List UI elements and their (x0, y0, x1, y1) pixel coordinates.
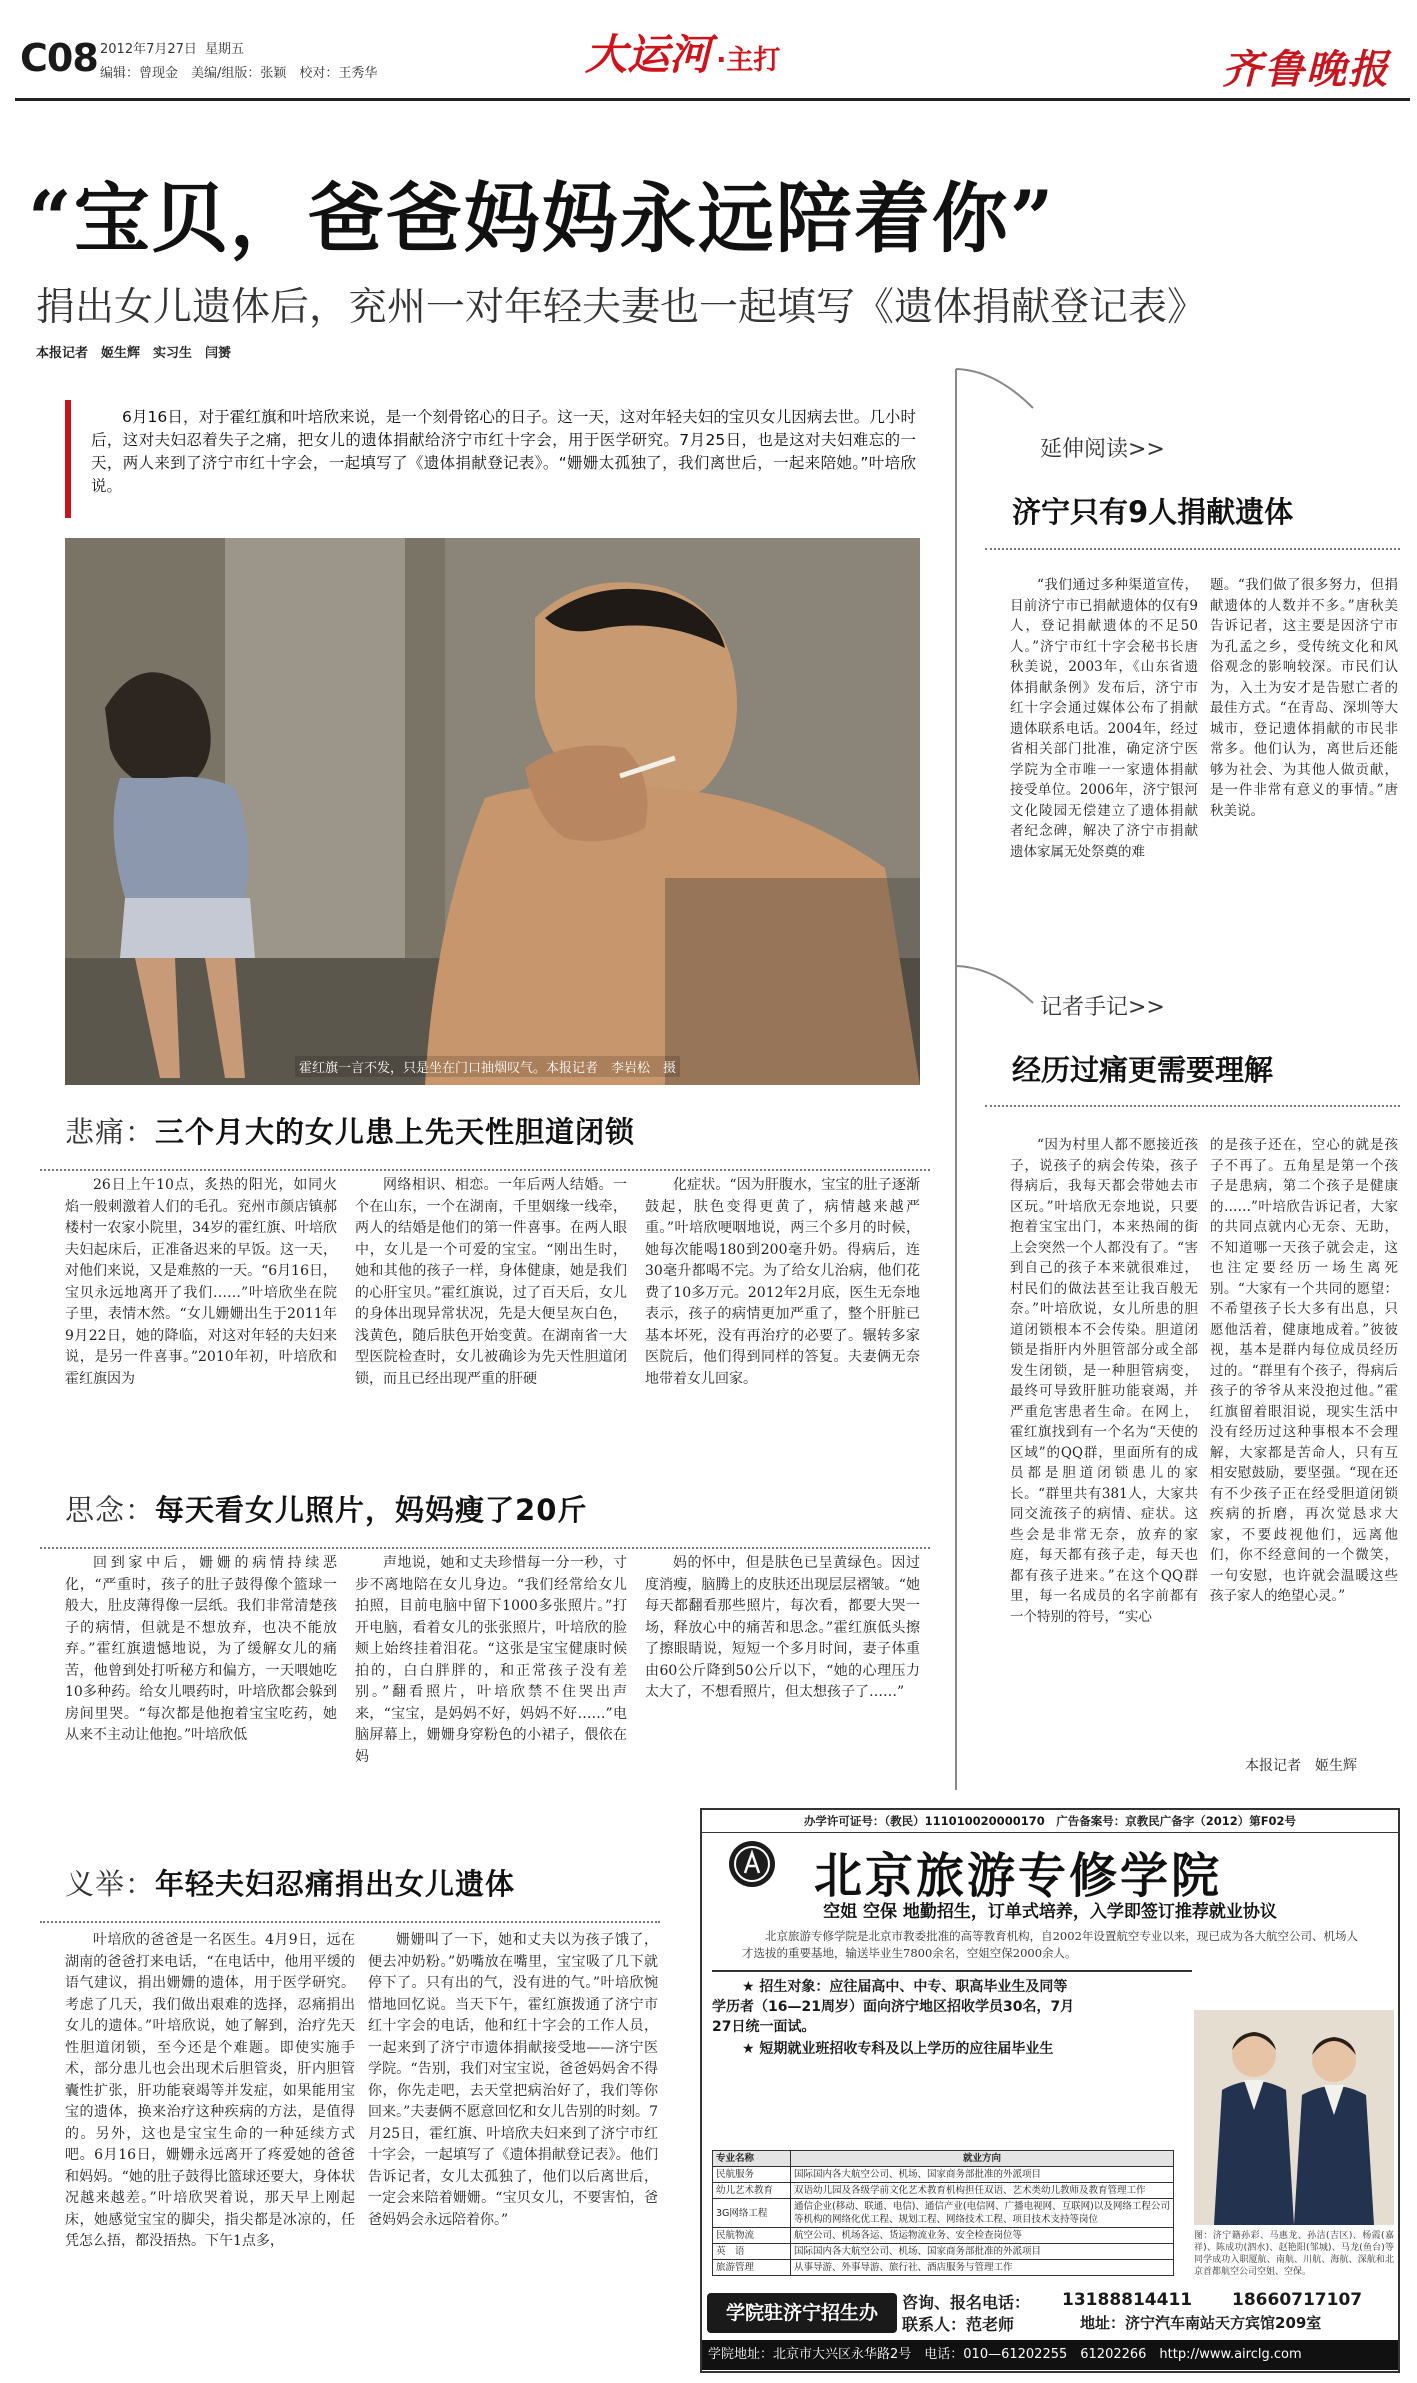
table-cell: 旅游管理 (713, 2260, 791, 2276)
section-heading: 三个月大的女儿患上先天性胆道闭锁 (155, 1115, 636, 1149)
sidebar-reading-title: 济宁只有9人捐献遗体 (1012, 495, 1294, 529)
table-row (713, 2183, 1174, 2199)
section-missing-col3: 妈的怀中，但是肤色已呈黄绿色。因过度消瘦，脑腾上的皮肤还出现层层褶皱。“她每天都翻看那些照片，每次看，都要大哭一场，释放心中的痛苦和思念。”霍红旗低头擦了擦眼睛说，短短一个多月时间，妻子体重由60公斤降到50公斤以下，“她的心理压力太大了，不想看照片，但太想孩子了……” (645, 1555, 920, 1700)
ad-enroll-box (712, 1970, 1192, 2058)
ad-block (700, 1808, 1400, 2373)
ad-header (702, 1833, 1398, 1904)
sidebar-notes-title: 经历过痛更需要理解 (1012, 1053, 1274, 1087)
table-header-row (713, 2151, 1174, 2167)
ad-table-wrap (712, 2150, 1174, 2276)
ad-contact-bar (702, 2288, 1400, 2373)
sidebar-reading-label: 延伸阅读>> (1040, 437, 1165, 462)
sidebar-notes-col2: 的是孩子还在，空心的就是孩子不再了。五角星是第一个孩子是患病，第二个孩子是健康的……”叶培欣告诉记者，大家的共同点就内心无奈、无助，不知道哪一天孩子就会走，这也注定要经历一场生离死别。“大家有一个共同的愿望：不希望孩子长大多有出息，只愿他活着，健康地成着。”彼彼视，基本是群内每位成员经历过的。“群里有个孩子，得病后孩子的爷爷从来没抱过他。”霍红旗留着眼泪说，现实生活中没有经历过这种事根本不会理解，大家都是苦命人，只有互相安慰鼓励，要坚强。“现在还有不少孩子正在经受胆道闭锁疾病的折磨，再次觉恳求大家，不要歧视他们，远离他们，你不经意间的一个微笑，一句安慰，也许就会温暖这些孩子家人的绝望心灵。” (1210, 1137, 1398, 1604)
section-title (40, 1488, 930, 1529)
table-cell: 3G网络工程 (713, 2199, 791, 2228)
table-header: 专业名称 (713, 2151, 791, 2167)
section-missing-col2: 声地说，她和丈夫珍惜每一分一秒，寸步不离地陪在女儿身边。“我们经常给女儿拍照，目前电脑中留下1000多张照片。”打开电脑，看着女儿的张张照片，叶培欣的脸颊上始终挂着泪花。“这张是宝宝健康时候拍的，白白胖胖的，和正常孩子没有差别。”翻看照片，叶培欣禁不住哭出声来，“宝宝，是妈妈不好，妈妈不好……”电脑屏幕上，姗姗身穿粉色的小裙子，偎依在妈 (355, 1555, 627, 1765)
sidebar-reading-col2: 题。“我们做了很多努力，但捐献遗体的人数并不多。”唐秋美告诉记者，这主要是因济宁市为孔孟之乡，受传统文化和风俗观念的影响较深。市民们认为，入土为安才是告慰亡者的最佳方式。“在青岛、深圳等大城市，登记遗体捐献的市民非常多。他们认为，离世后还能够为社会、为其他人做贡献，是一件非常有意义的事情。”唐秋美说。 (1210, 577, 1398, 819)
headline: “宝贝，爸爸妈妈永远陪着你” (28, 174, 1056, 263)
section-heading: 年轻夫妇忍痛捐出女儿遗体 (155, 1867, 516, 1901)
lead-text: 6月16日，对于霍红旗和叶培欣来说，是一个刻骨铭心的日子。这一天，这对年轻夫妇的宝贝女儿因病去世。几小时后，这对夫妇忍着失子之痛，把女儿的遗体捐献给济宁市红十字会，用于医学研究。7月25日，也是这对夫妇难忘的一天，两人来到了济宁市红十字会，一起填写了《遗体捐献登记表》。“姗姗太孤独了，我们离世后，一起来陪她。”叶培欣说。 (91, 408, 916, 495)
phone-number-2: 18660717107 (1232, 2290, 1363, 2310)
school-name: 北京旅游专修学院 (814, 1848, 1223, 1904)
table-cell: 幼儿艺术教育 (713, 2183, 791, 2199)
byline: 本报记者 姬生辉 实习生 闫赟 (36, 346, 232, 361)
ad-majors-table (712, 2150, 1174, 2276)
sidebar-corner-notes (955, 965, 1035, 1015)
ad-model-photo (1194, 2010, 1394, 2225)
section-brand (585, 22, 780, 82)
sidebar-reading-rule (985, 548, 1400, 550)
office-badge: 学院驻济宁招生办 (707, 2293, 897, 2333)
sidebar-divider (955, 370, 957, 1790)
section-grief-col3: 化症状。“因为肝腹水，宝宝的肚子逐渐鼓起，肤色变得更黄了，病情越来越严重。”叶培欣哽咽地说，两三个多月的时候，她每次能喝180到200毫升奶。得病后，连30毫升都喝不完。为了给女儿治病，他们花费了10多万元。2012年2月底，医生无奈地表示，孩子的病情更加严重了，整个肝脏已基本坏死，没有再治疗的必要了。辗转多家医院后，他们得到同样的答复。夫妻俩无奈地带着女儿回家。 (645, 1177, 920, 1387)
ad-enroll-line3: 27日统一面试。 (712, 2019, 816, 2035)
section-prefix: 义举： (65, 1867, 156, 1901)
table-cell: 国际国内各大航空公司、机场、国家商务部批准的外派项目 (791, 2244, 1174, 2260)
table-cell: 英 语 (713, 2244, 791, 2260)
sidebar-notes-rule (985, 1105, 1400, 1107)
editor-credits: 编辑：曾现金 美编/组版：张颖 校对：王秀华 (100, 66, 378, 81)
section-prefix: 思念： (65, 1493, 156, 1527)
section-donation (40, 1862, 690, 1923)
contact-label: 咨询、报名电话： (902, 2293, 1031, 2312)
section-grief (40, 1110, 930, 1171)
sidebar-notes-byline: 本报记者 姬生辉 (1245, 1758, 1357, 1774)
masthead (0, 0, 1417, 105)
table-row (713, 2244, 1174, 2260)
section-title (40, 1862, 690, 1903)
subheadline: 捐出女儿遗体后，兖州一对年轻夫妻也一起填写《遗体捐献登记表》 (36, 285, 1207, 330)
ad-photo-note: 图：济宁籍孙彩、马惠龙、孙洁(吉区)、杨霞(嘉祥)、陈成功(泗水)、赵艳阳(邹城)、马龙(鱼台)等同学成功入职厦航、南航、川航、海航、深航和北京首都航空公司空姐、空保。 (1194, 2231, 1394, 2277)
section-brand-name: 大运河 (585, 30, 712, 79)
ad-footer: 学院地址：北京市大兴区永华路2号 电话：010—61202255 61202266 http://www.airclg.com (702, 2340, 1400, 2370)
section-heading: 每天看女儿照片，妈妈瘦了20斤 (155, 1493, 588, 1527)
ad-enroll-line2: 学历者（16—21周岁）面向济宁地区招收学员30名，7月 (712, 1999, 1075, 2015)
photo-illustration (65, 538, 920, 1085)
contact-person: 联系人：范老师 (902, 2315, 1015, 2334)
section-rule (40, 1169, 930, 1171)
table-row (713, 2260, 1174, 2276)
lead-box (65, 400, 930, 518)
feature-photo (65, 538, 920, 1085)
section-rule (40, 1547, 930, 1549)
section-grief-col2: 网络相识、相恋。一年后两人结婚。一个在山东，一个在湖南，千里姻缘一线牵，两人的结婚是他们的第一件喜事。在两人眼中，女儿是一个可爱的宝宝。“刚出生时，她和其他的孩子一样，身体健康，她是我们的心肝宝贝。”霍红旗说，过了百天后，女儿的身体出现异常状况，先是大便呈灰白色，浅黄色，随后肤色开始变黄。在湖南省一大型医院检查时，女儿被确诊为先天性胆道闭锁，而且已经出现严重的肝硬 (355, 1177, 627, 1387)
table-cell: 航空公司、机场各运、货运物流业务、安全检查岗位等 (791, 2228, 1174, 2244)
issue-date: 2012年7月27日 (100, 42, 197, 57)
table-row (713, 2199, 1174, 2228)
table-cell: 从事导游、外事导游、旅行社、酒店服务与管理工作 (791, 2260, 1174, 2276)
sidebar-reading-col1: “我们通过多种渠道宣传，目前济宁市已捐献遗体的仅有9人，登记捐献遗体的不足50人。”济宁市红十字会秘书长唐秋美说，2003年，《山东省遗体捐献条例》发布后，济宁市红十字会通过媒体公布了捐献遗体联系电话。2004年，经过省相关部门批准，确定济宁医学院为全市唯一一家遗体捐献接受单位。2006年，济宁银河文化陵园无偿建立了遗体捐献者纪念碑，解决了济宁市捐献遗体家属无处祭奠的难 (1010, 577, 1198, 860)
ad-enroll-line1: ★ 招生对象：应往届高中、中专、职高毕业生及同等 (742, 1979, 1068, 1995)
local-address: 地址：济宁汽车南站天方宾馆209室 (1080, 2314, 1322, 2332)
table-cell: 通信企业(移动、联通、电信)、通信产业(电信网、广播电视网、互联网)以及网络工程公司等机构的网络化优工程、规划工程、网络技术工程、项目技术支持等岗位 (791, 2199, 1174, 2228)
issue-weekday: 星期五 (205, 42, 245, 57)
section-rule (40, 1921, 660, 1923)
school-emblem-icon (727, 1839, 777, 1889)
newspaper-logo: 齐鲁晚报 (1222, 46, 1390, 93)
ad-majors-line: 空姐 空保 地勤招生，订单式培养，入学即签订推荐就业协议 (823, 1902, 1277, 1922)
photo-caption: 霍红旗一言不发，只是坐在门口抽烟叹气。本报记者 李岩松 摄 (295, 1056, 680, 1077)
section-missing (40, 1488, 930, 1549)
section-donation-col2: 姗姗叫了一下，她和丈夫以为孩子饿了，便去冲奶粉。”奶嘴放在嘴里，宝宝吸了几下就停下了。只有出的气，没有进的气。”叶培欣惋惜地回忆说。当天下午，霍红旗拨通了济宁市红十字会的电话，他和红十字会的工作人员，一起来到了济宁市遗体捐献接受地——济宁医学院。“告别，我们对宝宝说，爸爸妈妈舍不得你，你先走吧，去天堂把病治好了，我们等你回来。”夫妻俩不愿意回忆和女儿告别的时刻。7月25日，霍红旗、叶培欣夫妇来到了济宁市红十字会，一起填写了《遗体捐献登记表》。他们告诉记者，女儿太孤独了，他们以后离世后，一定会来陪着姗姗。“宝贝女儿，不要害怕，爸爸妈妈会永远陪着你。” (368, 1932, 658, 2228)
section-donation-col1: 叶培欣的爸爸是一名医生。4月9日，远在湖南的爸爸打来电话，“在电话中，他用平缓的语气建议，捐出姗姗的遗体，用于医学研究。考虑了几天，我们做出艰难的选择，忍痛捐出女儿的遗体。”叶培欣说，她了解到，治疗先天性胆道闭锁，至今还是个难题。即使实施手术，部分患儿也会出现术后胆管炎，肝内胆管囊性扩张，肝功能衰竭等并发症，如果能用宝宝的遗体，换来治疗这种疾病的方法，是值得的。另外，这也是宝宝生命的一种延续方式吧。6月16日，姗姗永远离开了疼爱她的爸爸和妈妈。“她的肚子鼓得比篮球还要大，身体状况越来越差。”叶培欣哭着说，那天早上刚起床，她感觉宝宝的脚尖，指尖都是冰凉的，任凭怎么捂，都没捂热。下午1点多， (65, 1932, 355, 2249)
sidebar-notes-label: 记者手记>> (1040, 995, 1165, 1020)
ad-permit-line: 办学许可证号：（教民）111010020000170 广告备案号：京教民广备字（2012）第F02号 (702, 1810, 1398, 1833)
sidebar-notes-col1: “因为村里人都不愿接近孩子，说孩子的病会传染，孩子得病后，我每天都会带她去市区玩。”叶培欣无奈地说，只要抱着宝宝出门，本来热闹的街上会突然一个人都没有了。“害到自己的孩子本来就很难过，村民们的做法甚至让我百般无奈。”叶培欣说，女儿所患的胆道闭锁根本不会传染。胆道闭锁是指肝内外胆管部分或全部发生闭锁，是一种胆管病变，最终可导致肝脏功能衰竭，并严重危害患者生命。在网上，霍红旗找到有一个名为“天使的区域”的QQ群，里面所有的成员都是胆道闭锁患儿的家长。“群里共有381人，大家共同交流孩子的病情、症状。这些会是非常无奈，放弃的家庭，每天都有孩子走，每天也都有孩子进来。”在这个QQ群里，每一名成员的名字前都有一个特别的符号，“实心 (1010, 1137, 1198, 1625)
table-header: 就业方向 (791, 2151, 1174, 2167)
flight-attendants-illustration (1194, 2010, 1394, 2225)
sidebar-corner (955, 368, 1035, 428)
phone-number-1: 13188814411 (1062, 2290, 1193, 2310)
table-cell: 双语幼儿园及各级学前文化艺术教育机构担任双语、艺术类幼儿教师及教育管理工作 (791, 2183, 1174, 2199)
ad-intro: 北京旅游专修学院是北京市教委批准的高等教育机构，自2002年设置航空专业以来，现已成为各大航空公司、机场人才选拔的重要基地，输送毕业生7800余名，空姐空保2000余人。 (742, 1929, 1358, 1960)
table-row (713, 2167, 1174, 2183)
ad-enroll-line4: ★ 短期就业班招收专科及以上学历的应往届毕业生 (742, 2041, 1054, 2057)
page-code: C08 (20, 36, 98, 80)
table-row (713, 2228, 1174, 2244)
section-prefix: 悲痛： (65, 1115, 156, 1149)
section-missing-col1: 回到家中后，姗姗的病情持续恶化，“严重时，孩子的肚子鼓得像个篮球一般大，肚皮薄得像一层纸。我们非常清楚孩子的病情，但就是不想放弃，也决不能放弃。”霍红旗遗憾地说，为了缓解女儿的痛苦，他曾到处打听秘方和偏方，一天喂她吃10多种药。给女儿喂药时，叶培欣都会躲到房间里哭。“每次都是他抱着宝宝吃药，她从来不主动让他抱。”叶培欣低 (65, 1555, 337, 1743)
table-cell: 民航服务 (713, 2167, 791, 2183)
table-cell: 国际国内各大航空公司、机场、国家商务部批准的外派项目 (791, 2167, 1174, 2183)
section-brand-sub: ·主打 (716, 45, 781, 76)
section-grief-col1: 26日上午10点，炙热的阳光，如同火焰一般刺激着人们的毛孔。兖州市颜店镇郝楼村一农家小院里，34岁的霍红旗、叶培欣夫妇起床后，正准备迟来的早饭。这一天，对他们来说，又是难熬的一天。“6月16日，宝贝永远地离开了我们……”叶培欣坐在院子里，表情木然。“女儿姗姗出生于2011年9月22日，她的降临，对这对年轻的夫妇来说，是另一件喜事。”2010年初，叶培欣和霍红旗因为 (65, 1177, 337, 1387)
section-title (40, 1110, 930, 1151)
table-cell: 民航物流 (713, 2228, 791, 2244)
masthead-rule (15, 98, 1410, 101)
